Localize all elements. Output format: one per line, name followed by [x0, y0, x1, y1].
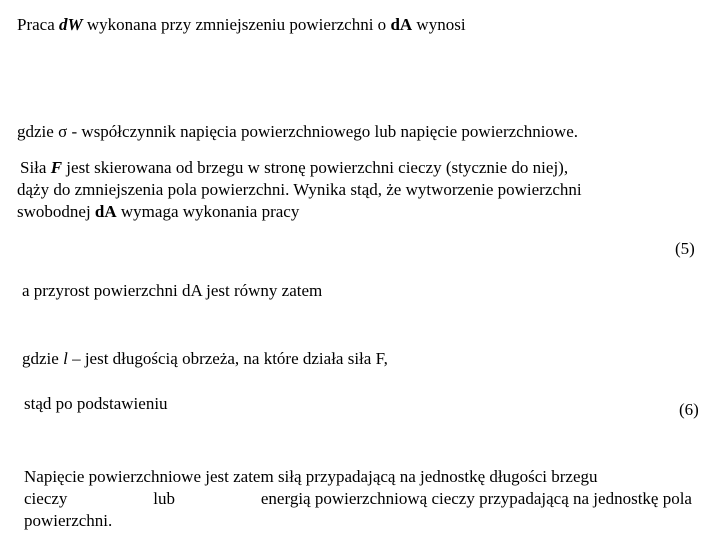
symbol-dW: dW [59, 15, 83, 34]
equation-number-5: (5) [675, 239, 695, 258]
line-sigma-definition [17, 121, 578, 143]
paragraph-line [17, 157, 582, 179]
text-segment: gdzie [17, 122, 59, 141]
symbol-F: F [50, 158, 63, 177]
text-segment: Siła [20, 158, 51, 177]
text-segment: Praca [17, 15, 60, 34]
text-segment: - współczynnik napięcia powierzchniowego lub napięcie powierzchniowe. [67, 122, 579, 141]
symbol-sigma: σ [58, 122, 68, 141]
text-segment: lub [153, 489, 176, 508]
line-substitution: stąd po podstawieniu [24, 394, 168, 413]
line-work-intro [17, 14, 466, 36]
paragraph-force-direction [17, 157, 582, 223]
paragraph-line [17, 201, 582, 223]
line-area-increase: a przyrost powierzchni dA jest równy zatem [22, 281, 323, 300]
text-segment: cieczy [24, 489, 68, 508]
text-segment: wynosi [412, 15, 466, 34]
text-segment: gdzie [22, 349, 64, 368]
symbol-l: l [63, 349, 68, 368]
text-segment: energią powierzchniową cieczy przypadającą na jednostkę pola [260, 489, 692, 508]
symbol-dA: dA [94, 202, 117, 221]
text-segment: swobodnej [17, 202, 95, 221]
symbol-dA: dA [390, 15, 413, 34]
text-segment: wykonana przy zmniejszeniu powierzchni o [82, 15, 391, 34]
equation-number-6: (6) [679, 400, 699, 419]
paragraph-line-justified [24, 488, 692, 510]
paragraph-line: Napięcie powierzchniowe jest zatem siłą przypadającą na jednostkę długości brzegu [24, 467, 598, 486]
line-perimeter-definition [22, 348, 388, 370]
paragraph-surface-tension-conclusion [24, 466, 692, 532]
paragraph-line: dąży do zmniejszenia pola powierzchni. Wynika stąd, że wytworzenie powierzchni [17, 180, 582, 199]
text-segment: jest skierowana od brzegu w stronę powierzchni cieczy (stycznie do niej), [62, 158, 569, 177]
paragraph-line: powierzchni. [24, 511, 113, 530]
text-segment: wymaga wykonania pracy [116, 202, 300, 221]
text-segment: – jest długością obrzeża, na które działa siła F, [67, 349, 388, 368]
